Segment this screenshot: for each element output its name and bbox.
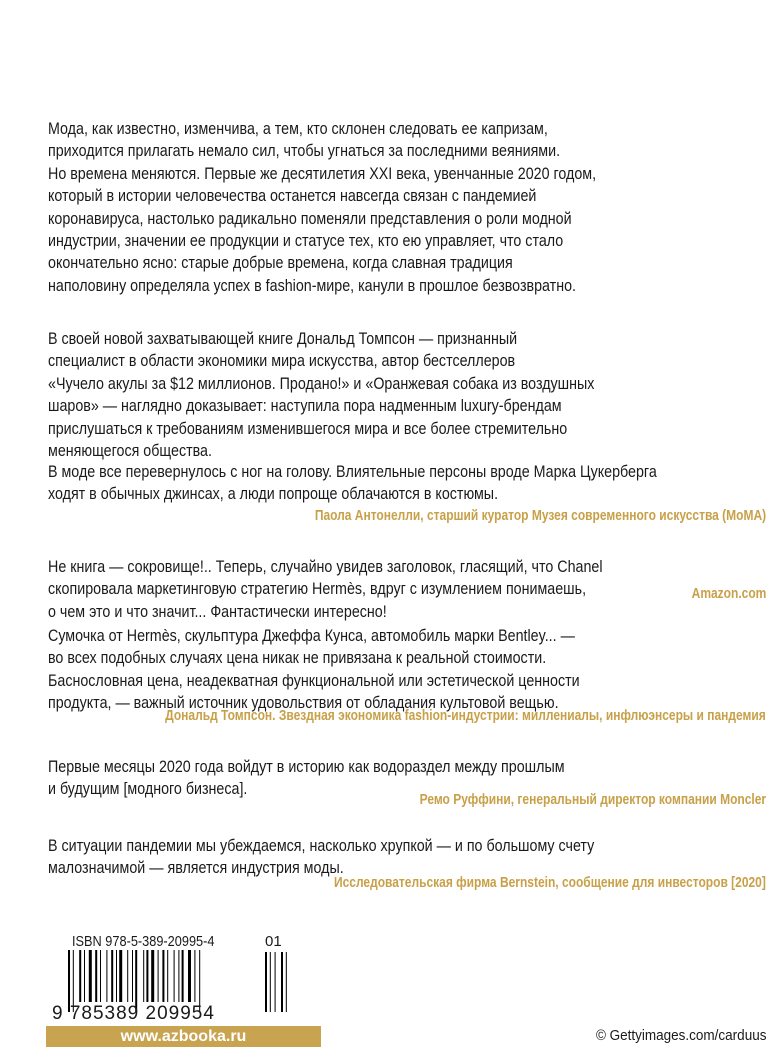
barcode-bar (127, 950, 128, 1002)
barcode-bar (119, 950, 122, 1002)
barcode-addon-bar (286, 952, 287, 1012)
intro-paragraph: Мода, как известно, изменчива, а тем, кто склонен следовать ее капризам, приходится прилагать немало сил, чтобы угнаться за последними веяниями. Но времена меняются. Первые же десятилетия XXI века, увенчанные 2020 годом, который в истории человечества останется навсегда связан с пандемией коронавируса, настолько радикально поменяли представления о роли модной индустрии, значении ее продукции и статусе тех, кто ею управляет, что стало окончательно ясно: старые добрые времена, когда славная традиция наполовину определяла успех в fashion-мире, канули в прошлое безвозвратно. (48, 119, 597, 295)
quote-text: В моде все перевернулось с ног на голову. Влиятельные персоны вроде Марка Цукерберга ходят в обычных джинсах, а люди попроще облачаются в костюмы. (48, 462, 657, 504)
barcode-bar (143, 950, 144, 1002)
quote-source: Паола Антонелли, старший куратор Музея современного искусства (MoMA) (314, 507, 766, 524)
barcode-digits: 9 785389 209954 (52, 1003, 215, 1024)
barcode-bar (84, 950, 85, 1002)
quote-source: Ремо Руффини, генеральный директор компании Moncler (419, 791, 766, 808)
barcode-bar (178, 950, 179, 1002)
barcode-bar (79, 950, 81, 1002)
quote-text: Первые месяцы 2020 года войдут в историю как водораздел между прошлым и будущим [модного бизнеса]. (48, 757, 565, 799)
isbn-label: ISBN 978-5-389-20995-4 (72, 933, 215, 950)
barcode-bar (89, 950, 92, 1002)
intro-paragraph: В своей новой захватывающей книге Дональд Томпсон — признанный специалист в области экономики мира искусства, автор бестселлеров «Чучело акулы за $12 миллионов. Продано!» и «Оранжевая собака из воздушных шаров» — наглядно доказывает: наступила пора надменным luxury-брендам прислушаться к требованиям изменившегося мира и все более стремительно меняющегося общества. (48, 329, 595, 461)
quote-text: В ситуации пандемии мы убеждаемся, насколько хрупкой — и по большому счету малозначимой — является индустрия моды. (48, 836, 595, 878)
barcode-bar (106, 950, 107, 1002)
quote-text: Не книга — сокровище!.. Теперь, случайно увидев заголовок, гласящий, что Chanel скопировала маркетинговую стратегию Hermès, вдруг с изумлением понимаешь, о чем это и что значит... Фантастически интересно! (48, 557, 603, 621)
barcode-bar (151, 950, 154, 1002)
photo-credit: © Gettyimages.com/carduus (595, 1027, 766, 1044)
barcode-bar (116, 950, 117, 1002)
barcode-bar (111, 950, 113, 1002)
barcode-bar (188, 950, 191, 1002)
isbn-addon-label: 01 (265, 933, 282, 950)
barcode-addon-bar (265, 952, 267, 1012)
barcode-bar (194, 950, 195, 1002)
website-link[interactable]: www.azbooka.ru (46, 1026, 321, 1047)
barcode-bar (182, 950, 184, 1002)
quote-text: Сумочка от Hermès, скульптура Джеффа Кунса, автомобиль марки Bentley... — во всех подобных случаях цена никак не привязана к реальной стоимости. Баснословная цена, неадекватная функциональной или эстетической ценности продукта, — важный источник удовольствия от обладания культовой вещью. (48, 626, 580, 713)
barcode-bar (162, 950, 164, 1002)
barcode-bar (158, 950, 159, 1002)
barcode-addon-bar (281, 952, 283, 1012)
barcode-bar (132, 950, 133, 1002)
quote-source: Дональд Томпсон. Звездная экономика fashion-индустрии: миллениалы, инфлюэнсеры и пандемия (165, 707, 766, 724)
barcode-bar (174, 950, 175, 1002)
barcode-addon-bar (275, 952, 276, 1012)
barcode-bar (95, 950, 97, 1002)
quote-source: Amazon.com (691, 585, 766, 602)
barcode-addon-bar (270, 952, 271, 1012)
barcode-bar (146, 950, 148, 1002)
barcode-bar (100, 950, 101, 1002)
barcode-bar (167, 950, 168, 1002)
quote-source: Исследовательская фирма Bernstein, сообщение для инвесторов [2020] (334, 874, 766, 891)
